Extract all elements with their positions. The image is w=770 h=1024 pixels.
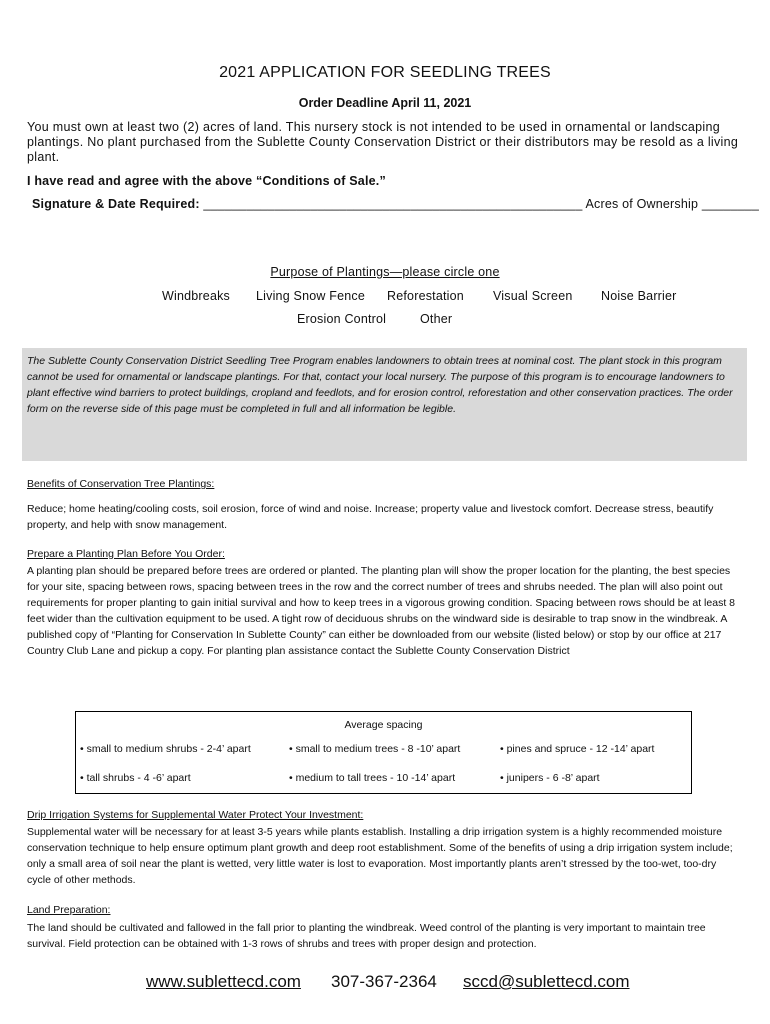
purpose-option-erosion-control[interactable]: Erosion Control — [297, 312, 387, 326]
purpose-option-noise-barrier[interactable]: Noise Barrier — [601, 289, 677, 303]
website-link[interactable]: www.sublettecd.com — [146, 972, 301, 991]
agreement-statement: I have read and agree with the above “Conditions of Sale.” — [27, 174, 386, 188]
program-note-text: The Sublette County Conservation District Seedling Tree Program enables landowners to obtain trees at nominal cost. The plant stock in this program cannot be used for ornamental or landscape plantings. For that, contact your local nursery. The purpose of this program is to encourage landowners to plant effective wind barriers to protect buildings, cropland and feedlots, and for erosion control, reforestation and other conservation practices. The order form on the reverse side of this page must be completed in full and all information be legible. — [27, 355, 733, 415]
planting-plan-text: A planting plan should be prepared before trees are ordered or planted. The planting plan will show the proper location for the planting, the best species for your site, spacing between rows, spacing between trees in the row and the correct number of trees and shrubs needed. The plan will also point out requirements for proper planting to gain initial survival and how to keep trees in a vigorous growing condition. Spacing between rows should be at least 8 feet wider than the cultivation equipment to be used. A tight row of deciduous shrubs on the windward side is desirable to trap snow in the windbreak. A published copy of “Planting for Conservation In Sublette County” can either be downloaded from our website (listed below) or stop by our office at 217 Country Club Lane and pickup a copy. For planting plan assistance contact the Sublette County Conservation District — [27, 565, 735, 657]
conditions-text: You must own at least two (2) acres of land. This nursery stock is not intended to be used in ornamental or landscaping plantings. No plant purchased from the Sublette County Conservation District or their distributors may be resold as a living plant. — [27, 120, 739, 164]
land-preparation-heading: Land Preparation: — [27, 904, 111, 916]
drip-irrigation-text: Supplemental water will be necessary for at least 3-5 years while plants establish. Installing a drip irrigation system is a highly recommended moisture conservation technique to help ensure optimum plant growth and deep root establishment. Some of the benefits of using a drip irrigation system include; only a small area of soil near the plant is wetted, very little water is lost to evaporation. Most importantly plants aren’t stressed by the too-wet, too-dry cycle of other methods. — [27, 826, 733, 886]
spacing-item: • small to medium trees - 8 -10’ apart — [289, 743, 461, 755]
benefits-text: Reduce; home heating/cooling costs, soil erosion, force of wind and noise. Increase; property value and livestock comfort. Decrease stress, beautify property, and help with snow management. — [27, 503, 714, 531]
spacing-item: • small to medium shrubs - 2-4’ apart — [80, 743, 251, 755]
purpose-heading: Purpose of Plantings—please circle one — [270, 265, 500, 279]
phone-number: 307-367-2364 — [331, 972, 437, 991]
acres-label: Acres of Ownership — [585, 197, 699, 211]
benefits-heading: Benefits of Conservation Tree Plantings: — [27, 478, 215, 490]
order-deadline: Order Deadline April 11, 2021 — [298, 96, 472, 110]
spacing-item: • pines and spruce - 12 -14’ apart — [500, 743, 655, 755]
signature-label: Signature & Date Required: — [32, 197, 200, 211]
signature-line[interactable]: _____________________________________________________ — [203, 197, 583, 211]
document-title: 2021 APPLICATION FOR SEEDLING TREES — [219, 64, 551, 81]
purpose-option-living-snow-fence[interactable]: Living Snow Fence — [256, 289, 366, 303]
spacing-item: • tall shrubs - 4 -6’ apart — [80, 772, 191, 784]
drip-irrigation-heading: Drip Irrigation Systems for Supplemental Water Protect Your Investment: — [27, 809, 364, 821]
spacing-item: • medium to tall trees - 10 -14’ apart — [289, 772, 456, 784]
land-preparation-text: The land should be cultivated and fallowed in the fall prior to planting the windbreak. Weed control of the planting is very important to maintain tree survival. Field protection can be obtained with 1-3 rows of shrubs and trees with proper design and protection. — [27, 922, 706, 950]
spacing-title: Average spacing — [344, 719, 423, 731]
signature-row — [32, 197, 759, 211]
spacing-item: • junipers - 6 -8’ apart — [500, 772, 600, 784]
purpose-option-windbreaks[interactable]: Windbreaks — [162, 289, 230, 303]
planting-plan-heading: Prepare a Planting Plan Before You Order: — [27, 548, 225, 560]
purpose-option-other[interactable]: Other — [420, 312, 453, 326]
acres-line[interactable]: ________ — [701, 197, 760, 211]
email-link[interactable]: sccd@sublettecd.com — [463, 972, 630, 991]
purpose-option-reforestation[interactable]: Reforestation — [387, 289, 464, 303]
purpose-option-visual-screen[interactable]: Visual Screen — [493, 289, 573, 303]
